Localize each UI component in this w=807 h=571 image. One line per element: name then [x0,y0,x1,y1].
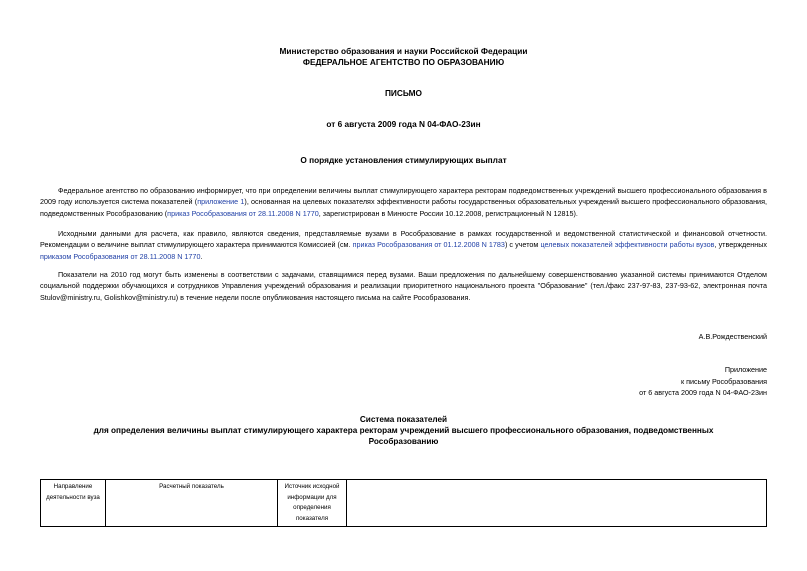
indicators-table [40,479,767,527]
link-target-indicators[interactable]: целевых показателей эффективности работы вузов [540,240,715,250]
paragraph-1-text-a: Федеральное агентство по образованию информирует, что при определении величины выплат стимулирующего характера ректорам подведомственных учреждений высшего профессионального образования в 2009 году используется система показателей ( [40,186,767,207]
appendix-line-1: Приложение [724,365,767,374]
document-type: ПИСЬМО [384,88,423,98]
system-subtitle: для определения величины выплат стимулирующего характера ректорам учреждений высшего профессионального образования, подведомственных Рособразованию [93,426,714,447]
paragraph-1-text-c: , зарегистрирован в Минюсте России 10.12.2008, регистрационный N 12815). [318,208,578,218]
ministry-name: Министерство образования и науки Российской Федерации [279,46,528,56]
link-appendix-1[interactable]: приложение 1 [197,197,245,207]
col-header-indicator: Расчетный показатель [106,480,278,527]
system-title: Система показателей [359,415,448,424]
col-header-extra [347,480,767,527]
paragraph-1 [40,185,767,219]
paragraph-2-text-d: . [200,251,203,261]
appendix-line-3: от 6 августа 2009 года N 04-ФАО-23ин [639,388,767,398]
document-date: от 6 августа 2009 года N 04-ФАО-23ин [326,119,481,129]
link-order-1770[interactable]: приказ Рособразования от 28.11.2008 N 1770 [167,208,319,218]
document-subject: О порядке установления стимулирующих выплат [300,155,507,165]
paragraph-3: Показатели на 2010 год могут быть изменены в соответствии с задачами, ставящимися перед вузами. Ваши предложения по дальнейшему совершенствованию указанной системы принимаются Отделом социальной поддержки обучающихся и сотрудников Управления учреждений образования и реализации приоритетного национального проекта "Образование" (тел./факс 237-97-83, 237-93-62, электронная почта Stulov@ministry.ru, Golishkov@ministry.ru) в течение недели после опубликования настоящего письма на сайте Рособразования. [40,270,767,302]
paragraph-2-text-b: ) с учетом [504,240,541,250]
table-header-row [41,480,767,527]
col-header-source: Источник исходной информации для определения показателя [278,480,347,527]
col-header-direction: Направление деятельности вуза [41,480,106,527]
appendix-block [639,364,767,399]
paragraph-1-text-b: ), основанная на целевых показателях эффективности работы государственных образовательных учреждений высшего профессионального образования, подведомственных Рособразованию ( [40,197,767,218]
agency-name: ФЕДЕРАЛЬНОЕ АГЕНТСТВО ПО ОБРАЗОВАНИЮ [302,57,505,67]
link-order-1783[interactable]: приказ Рособразования от 01.12.2008 N 1783 [352,240,505,250]
link-order-1770-b[interactable]: приказом Рособразования от 28.11.2008 N 1770 [40,251,201,261]
paragraph-2-text-c: , утвержденных [714,240,768,250]
appendix-line-2: к письму Рособразования [680,376,767,386]
paragraph-2-text-a: Исходными данными для расчета, как правило, являются сведения, представляемые вузами в Рособразование в рамках государственной и ведомственной статистической и финансовой отчетности. Рекомендации о величине выплат стимулирующего характера принимаются Комиссией (см. [40,229,767,250]
paragraph-2 [40,228,767,262]
signature: А.В.Рождественский [698,332,767,341]
